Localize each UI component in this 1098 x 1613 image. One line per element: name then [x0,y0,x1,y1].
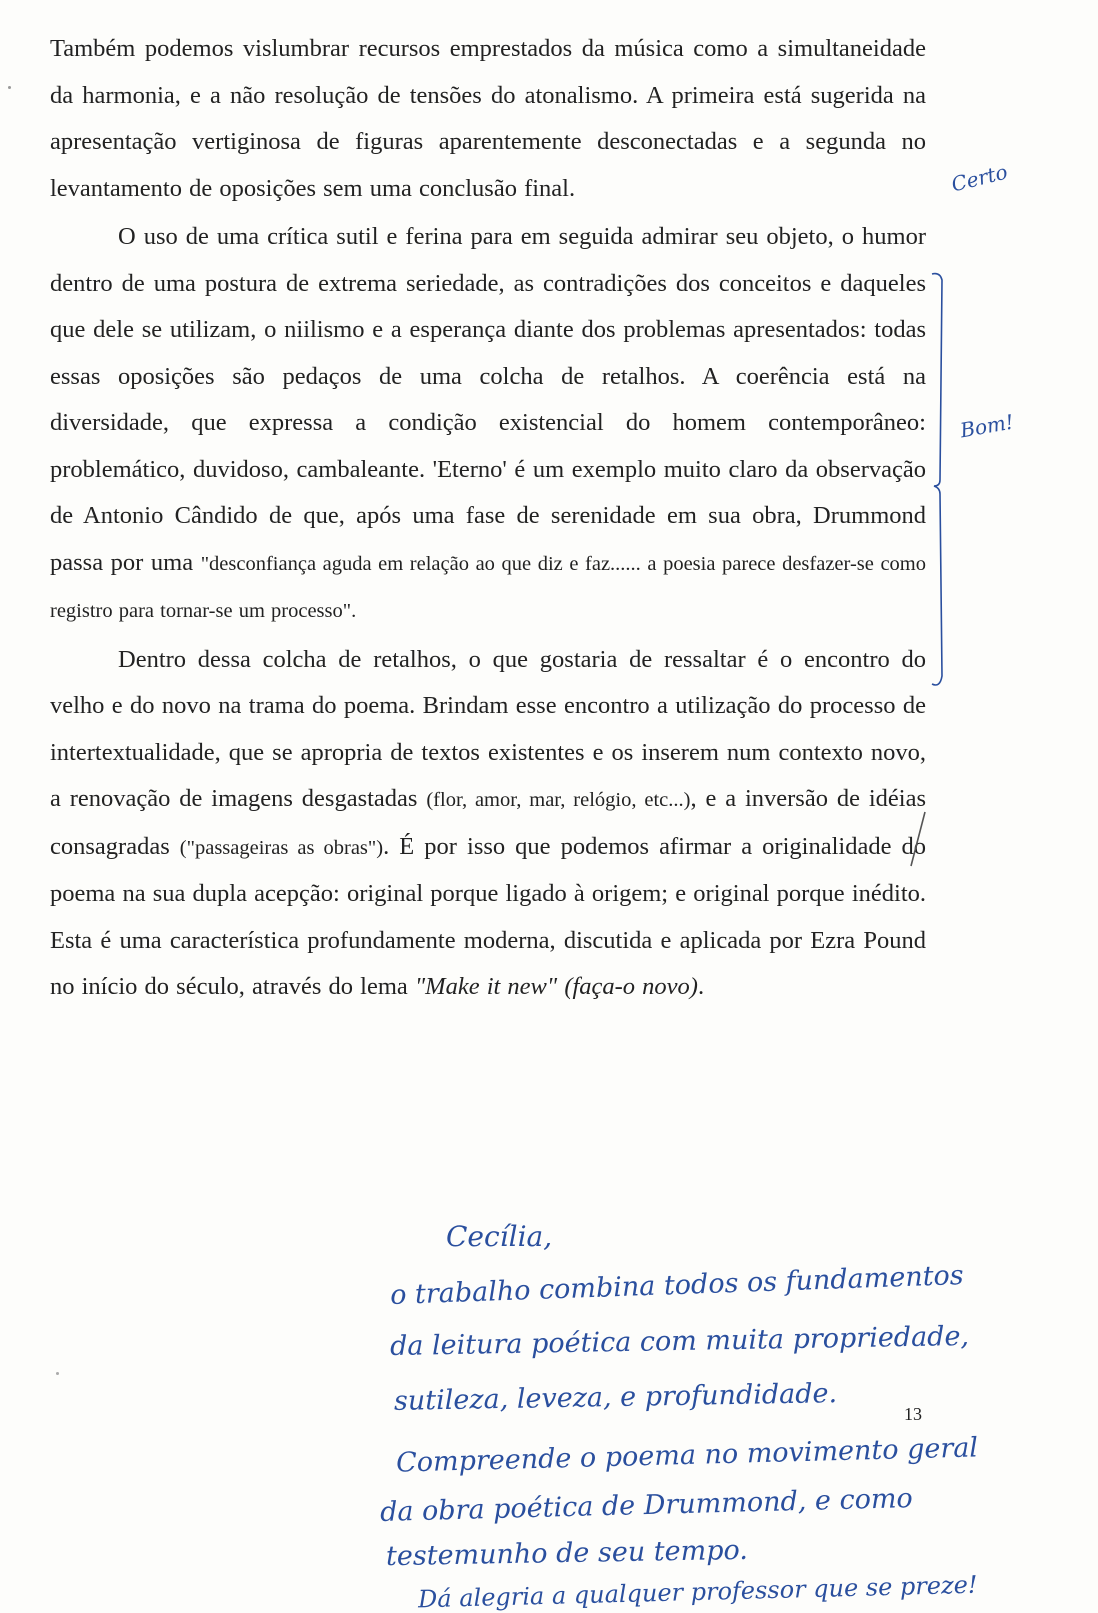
paragraph-3-motto: "Make it new" (faça-o novo) [414,973,698,1000]
margin-note-certo: Certo [948,159,1010,197]
page-number: 13 [904,1404,922,1424]
paragraph-3-parenthetical-2: ("passageiras as obras") [179,836,384,859]
comment-line: testemunho de seu tempo. [385,1534,749,1573]
paragraph-3-part-c: . É por isso que podemos afirmar a originalidade do poema na sua dupla acepção: original porque ligado à origem; e original porque inédito. Esta é uma característica profundamente moderna, discutida e aplicada por Ezra Pound no início do século, através do lema [50,832,926,1000]
margin-bracket [930,272,960,692]
body-text [50,26,926,1011]
comment-line: o trabalho combina todos os fundamentos [389,1259,965,1312]
paragraph-3-part-b: , e a inversão de idéias consagradas [50,785,926,860]
paragraph-2 [50,214,926,635]
paragraph-2-quote: "desconfiança aguda em relação ao que diz e faz...... a poesia parece desfazer-se como registro para tornar-se um processo". [50,552,926,622]
comment-line: sutileza, leveza, e profundidade. [393,1378,838,1417]
comment-line: Cecília, [446,1220,553,1253]
comment-line: da leitura poética com muita propriedade, [389,1320,970,1363]
paragraph-3-parenthetical-1: (flor, amor, mar, relógio, etc...) [426,789,691,811]
paragraph-3-part-a: Dentro dessa colcha de retalhos, o que gostaria de ressaltar é o encontro do velho e do novo na trama do poema. Brindam esse encontro a utilização do processo de intertextualidade, que se apropria de textos existentes e os inserem num contexto novo, a renovação de imagens desgastadas [50,645,926,812]
comment-line: Compreende o poema no movimento geral [395,1432,979,1479]
stray-dot [8,86,11,89]
comment-line: Dá alegria a qualquer professor que se preze! [417,1570,978,1613]
paragraph-1: Também podemos vislumbrar recursos emprestados da música como a simultaneidade da harmonia, e a não resolução de tensões do atonalismo. A primeira está sugerida na apresentação vertiginosa de figuras aparentemente desconectadas e a segunda no levantamento de oposições sem uma conclusão final. [50,35,926,202]
paper-speck [56,1372,59,1375]
paragraph-3 [50,637,926,1011]
paragraph-2-main: O uso de uma crítica sutil e ferina para em seguida admirar seu objeto, o humor dentro de uma postura de extrema seriedade, as contradições dos conceitos e daqueles que dele se utilizam, o niilismo e a esperança diante dos problemas apresentados: todas essas oposições são pedaços de uma colcha de retalhos. A coerência está na diversidade, que expressa a condição existencial do homem contemporâneo: problemático, duvidoso, cambaleante. 'Eterno' é um exemplo muito claro da observação de Antonio Cândido de que, após uma fase de serenidade em sua obra, Drummond passa por uma [50,223,926,576]
comment-line: da obra poética de Drummond, e como [379,1483,914,1528]
paragraph-3-end: . [697,973,705,1000]
margin-note-bom: Bom! [958,409,1016,443]
correction-mark [908,810,928,870]
